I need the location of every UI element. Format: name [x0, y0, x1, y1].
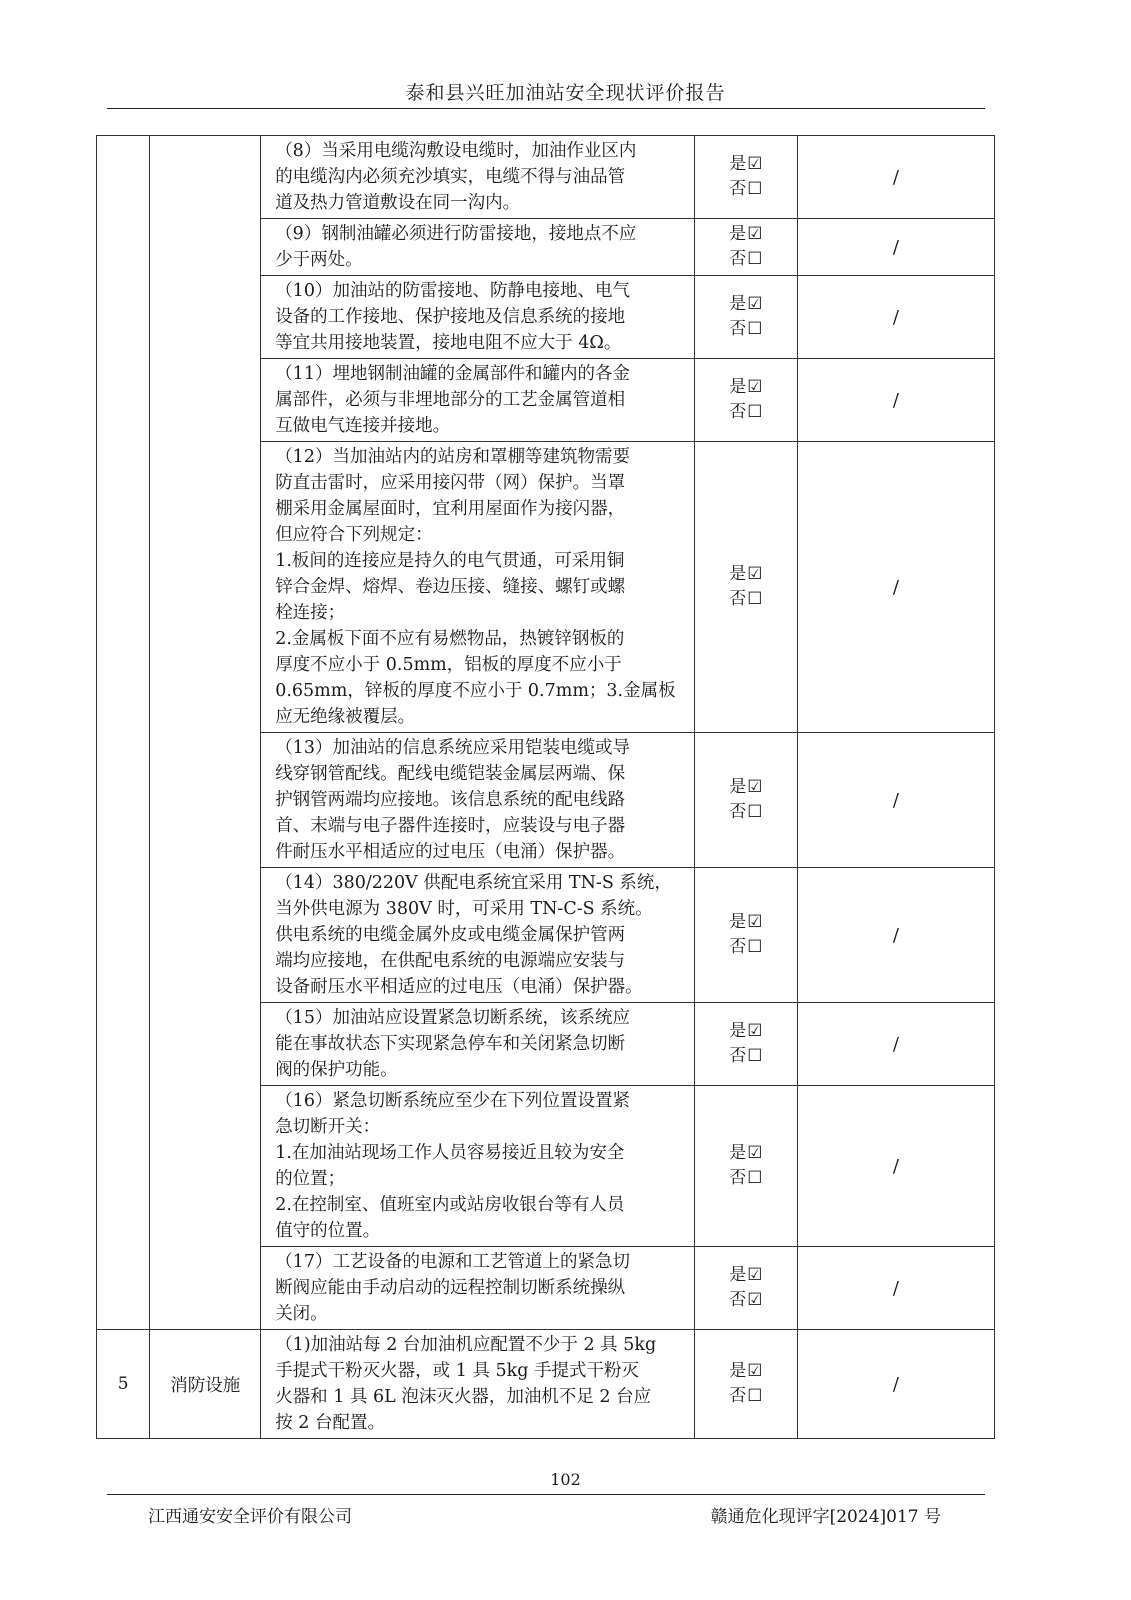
item-category-cell [150, 136, 261, 1330]
requirement-line: 手提式干粉灭火器，或 1 具 5kg 手提式干粉灭 [275, 1361, 640, 1381]
company-name: 江西通安安全评价有限公司 [148, 1507, 352, 1527]
yes-option-label: 是 [729, 912, 747, 932]
requirement-line: 值守的位置。 [275, 1221, 381, 1241]
requirement-line: 设备耐压水平相适应的过电压（电涌）保护器。 [275, 977, 643, 997]
remark-cell: / [797, 219, 994, 276]
no-option-label: 否 [729, 402, 747, 422]
requirement-line: 急切断开关： [275, 1117, 381, 1137]
requirement-line: 护钢管两端均应接地。该信息系统的配电线路 [275, 790, 626, 810]
yes-option [729, 292, 797, 317]
no-option [729, 935, 797, 960]
no-option [729, 1384, 797, 1409]
no-checkbox[interactable]: ☐ [747, 1386, 763, 1406]
yes-option-label: 是 [729, 294, 747, 314]
remark-cell: / [797, 868, 994, 1003]
no-checkbox[interactable]: ☐ [747, 179, 763, 199]
remark-cell: / [797, 1086, 994, 1247]
compliance-choice [695, 442, 798, 733]
yes-option [729, 775, 797, 800]
yes-option-label: 是 [729, 1021, 747, 1041]
compliance-choice [695, 276, 798, 359]
yes-option-label: 是 [729, 564, 747, 584]
no-checkbox[interactable]: ☐ [747, 589, 763, 609]
compliance-choice [695, 868, 798, 1003]
requirement-line: 但应符合下列规定： [275, 525, 433, 545]
no-checkbox[interactable]: ☐ [747, 319, 763, 339]
requirement-line: 等宜共用接地装置，接地电阻不应大于 4Ω。 [275, 333, 622, 353]
compliance-choice [695, 359, 798, 442]
requirement-text [261, 1247, 695, 1330]
no-checkbox[interactable]: ☐ [747, 402, 763, 422]
item-number: 5 [97, 1330, 150, 1439]
checklist-row [97, 136, 995, 219]
requirement-line: （16）紧急切断系统应至少在下列位置设置紧 [275, 1091, 630, 1111]
no-option-label: 否 [729, 249, 747, 269]
yes-option-label: 是 [729, 1143, 747, 1163]
requirement-line: 属部件，必须与非埋地部分的工艺金属管道相 [275, 390, 626, 410]
requirement-text [261, 136, 695, 219]
item-number-cell [97, 136, 150, 1330]
yes-option [729, 1359, 797, 1384]
yes-option [729, 1019, 797, 1044]
yes-checkbox[interactable]: ☑ [747, 1143, 763, 1163]
no-checkbox[interactable]: ☐ [747, 1168, 763, 1188]
yes-checkbox[interactable]: ☑ [747, 912, 763, 932]
no-option [729, 400, 797, 425]
no-option-label: 否 [729, 937, 747, 957]
requirement-line: 应无绝缘被覆层。 [275, 707, 416, 727]
requirement-line: （9）钢制油罐必须进行防雷接地，接地点不应 [275, 224, 637, 244]
requirement-text [261, 1086, 695, 1247]
no-option-label: 否 [729, 589, 747, 609]
remark-cell: / [797, 1003, 994, 1086]
yes-option-label: 是 [729, 1265, 747, 1285]
requirement-line: （10）加油站的防雷接地、防静电接地、电气 [275, 281, 630, 301]
yes-option [729, 375, 797, 400]
requirement-line: 当外供电源为 380V 时，可采用 TN-C-S 系统。 [275, 899, 653, 919]
no-option-label: 否 [729, 1386, 747, 1406]
requirement-line: 能在事故状态下实现紧急停车和关闭紧急切断 [275, 1034, 626, 1054]
no-checkbox[interactable]: ☐ [747, 1046, 763, 1066]
no-checkbox[interactable]: ☐ [747, 249, 763, 269]
requirement-line: 件耐压水平相适应的过电压（电涌）保护器。 [275, 842, 626, 862]
compliance-choice [695, 1086, 798, 1247]
yes-option [729, 152, 797, 177]
footer-rule [107, 1494, 985, 1495]
no-checkbox[interactable]: ☐ [747, 802, 763, 822]
requirement-line: 厚度不应小于 0.5mm，铝板的厚度不应小于 [275, 655, 622, 675]
yes-checkbox[interactable]: ☑ [747, 1021, 763, 1041]
compliance-choice [695, 136, 798, 219]
no-checkbox[interactable]: ☐ [747, 937, 763, 957]
requirement-text [261, 219, 695, 276]
requirement-line: （1)加油站每 2 台加油机应配置不少于 2 具 5kg [275, 1335, 657, 1355]
requirement-line: （11）埋地钢制油罐的金属部件和罐内的各金 [275, 364, 630, 384]
yes-option [729, 562, 797, 587]
remark-cell: / [797, 1330, 994, 1439]
requirement-text [261, 1330, 695, 1439]
yes-option [729, 1263, 797, 1288]
page-header-title: 泰和县兴旺加油站安全现状评价报告 [405, 82, 726, 104]
compliance-choice [695, 1003, 798, 1086]
yes-option [729, 1141, 797, 1166]
item-category: 消防设施 [150, 1330, 261, 1439]
no-option [729, 1288, 797, 1313]
yes-checkbox[interactable]: ☑ [747, 1265, 763, 1285]
requirement-line: 按 2 台配置。 [275, 1413, 385, 1433]
requirement-text [261, 276, 695, 359]
yes-option [729, 222, 797, 247]
remark-cell: / [797, 733, 994, 868]
yes-checkbox[interactable]: ☑ [747, 777, 763, 797]
yes-checkbox[interactable]: ☑ [747, 564, 763, 584]
yes-checkbox[interactable]: ☑ [747, 294, 763, 314]
no-option [729, 587, 797, 612]
compliance-choice [695, 1247, 798, 1330]
requirement-line: 互做电气连接并接地。 [275, 416, 451, 436]
requirement-line: （17）工艺设备的电源和工艺管道上的紧急切 [275, 1252, 630, 1272]
requirement-text [261, 1003, 695, 1086]
requirement-line: 2.在控制室、值班室内或站房收银台等有人员 [275, 1195, 625, 1215]
page-number: 102 [550, 1470, 581, 1489]
yes-option-label: 是 [729, 154, 747, 174]
remark-cell: / [797, 276, 994, 359]
no-option [729, 177, 797, 202]
yes-checkbox[interactable]: ☑ [747, 1361, 763, 1381]
no-option-label: 否 [729, 1046, 747, 1066]
no-checkbox[interactable]: ☑ [747, 1290, 763, 1310]
header-rule [107, 108, 985, 109]
remark-cell: / [797, 136, 994, 219]
requirement-line: （14）380/220V 供配电系统宜采用 TN-S 系统， [275, 873, 672, 893]
requirement-line: 首、末端与电子器件连接时，应装设与电子器 [275, 816, 626, 836]
remark-cell: / [797, 359, 994, 442]
requirement-line: 0.65mm，锌板的厚度不应小于 0.7mm；3.金属板 [275, 681, 676, 701]
no-option-label: 否 [729, 319, 747, 339]
no-option-label: 否 [729, 1168, 747, 1188]
requirement-line: 断阀应能由手动启动的远程控制切断系统操纵 [275, 1278, 626, 1298]
requirement-line: （8）当采用电缆沟敷设电缆时，加油作业区内 [275, 141, 637, 161]
no-option [729, 247, 797, 272]
report-number: 赣通危化现评字[2024]017 号 [710, 1507, 941, 1527]
requirement-line: 1.在加油站现场工作人员容易接近且较为安全 [275, 1143, 625, 1163]
yes-option-label: 是 [729, 377, 747, 397]
no-option [729, 800, 797, 825]
no-option-label: 否 [729, 1290, 747, 1310]
requirement-line: 道及热力管道敷设在同一沟内。 [275, 193, 521, 213]
requirement-text [261, 733, 695, 868]
requirement-line: （13）加油站的信息系统应采用铠装电缆或导 [275, 738, 630, 758]
requirement-line: 线穿钢管配线。配线电缆铠装金属层两端、保 [275, 764, 626, 784]
requirement-line: （12）当加油站内的站房和罩棚等建筑物需要 [275, 447, 630, 467]
checklist-table [96, 135, 995, 1439]
requirement-text [261, 868, 695, 1003]
compliance-choice [695, 1330, 798, 1439]
requirement-line: 端均应接地，在供配电系统的电源端应安装与 [275, 951, 626, 971]
requirement-line: 的位置； [275, 1169, 346, 1189]
requirement-line: 锌合金焊、熔焊、卷边压接、缝接、螺钉或螺 [275, 577, 626, 597]
requirement-line: （15）加油站应设置紧急切断系统，该系统应 [275, 1008, 630, 1028]
requirement-line: 火器和 1 具 6L 泡沫灭火器，加油机不足 2 台应 [275, 1387, 652, 1407]
yes-option-label: 是 [729, 1361, 747, 1381]
no-option [729, 317, 797, 342]
requirement-text [261, 442, 695, 733]
requirement-line: 阀的保护功能。 [275, 1060, 398, 1080]
yes-checkbox[interactable]: ☑ [747, 154, 763, 174]
no-option [729, 1044, 797, 1069]
remark-cell: / [797, 1247, 994, 1330]
compliance-choice [695, 219, 798, 276]
compliance-choice [695, 733, 798, 868]
requirement-text [261, 359, 695, 442]
requirement-line: 棚采用金属屋面时，宜利用屋面作为接闪器， [275, 499, 626, 519]
yes-option-label: 是 [729, 777, 747, 797]
yes-checkbox[interactable]: ☑ [747, 377, 763, 397]
no-option-label: 否 [729, 179, 747, 199]
requirement-line: 的电缆沟内必须充沙填实，电缆不得与油品管 [275, 167, 626, 187]
requirement-line: 防直击雷时，应采用接闪带（网）保护。当罩 [275, 473, 626, 493]
yes-checkbox[interactable]: ☑ [747, 224, 763, 244]
requirement-line: 关闭。 [275, 1304, 328, 1324]
requirement-line: 设备的工作接地、保护接地及信息系统的接地 [275, 307, 626, 327]
requirement-line: 1.板间的连接应是持久的电气贯通，可采用铜 [275, 551, 625, 571]
checklist-body [97, 136, 995, 1439]
requirement-line: 少于两处。 [275, 250, 363, 270]
requirement-line: 2.金属板下面不应有易燃物品，热镀锌钢板的 [275, 629, 625, 649]
requirement-line: 供电系统的电缆金属外皮或电缆金属保护管两 [275, 925, 626, 945]
no-option-label: 否 [729, 802, 747, 822]
remark-cell: / [797, 442, 994, 733]
checklist-row [97, 1330, 995, 1439]
yes-option [729, 910, 797, 935]
no-option [729, 1166, 797, 1191]
requirement-line: 栓连接； [275, 603, 346, 623]
yes-option-label: 是 [729, 224, 747, 244]
